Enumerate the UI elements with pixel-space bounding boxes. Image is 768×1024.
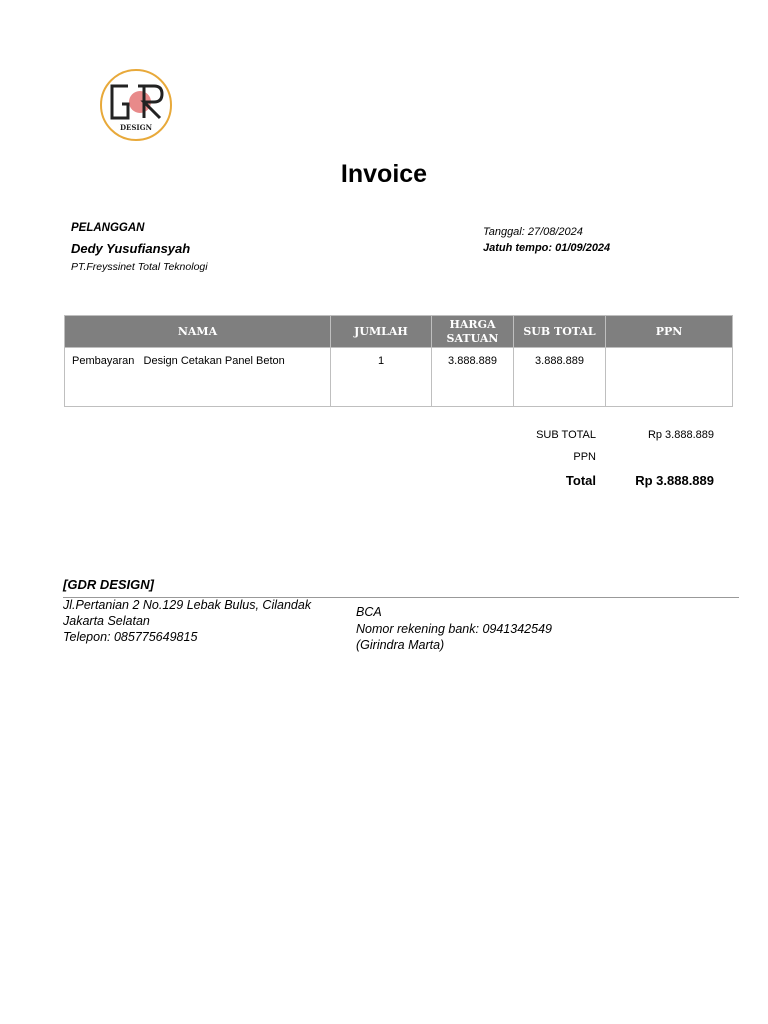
subtotal-value: Rp 3.888.889 xyxy=(647,429,714,441)
footer-company: [GDR DESIGN] xyxy=(63,577,154,592)
bank-holder: (Girindra Marta) xyxy=(356,638,445,652)
page-title: Invoice xyxy=(340,160,428,188)
bank-account: Nomor rekening bank: 0941342549 xyxy=(356,622,552,636)
ppn-label: PPN xyxy=(573,451,596,463)
items-table xyxy=(64,315,733,407)
total-value: Rp 3.888.889 xyxy=(635,473,714,488)
logo-icon xyxy=(98,68,174,142)
footer-address-line2: Jakarta Selatan xyxy=(63,614,150,628)
header-ppn: PPN xyxy=(606,316,733,348)
cell-jumlah: 1 xyxy=(331,348,432,407)
total-label: Total xyxy=(565,473,596,488)
footer-address-line1: Jl.Pertanian 2 No.129 Lebak Bulus, Cilandak xyxy=(63,598,312,612)
cell-nama: Pembayaran Design Cetakan Panel Beton xyxy=(65,348,331,407)
table-row xyxy=(65,348,733,407)
cell-ppn xyxy=(606,348,733,407)
subtotal-label: SUB TOTAL xyxy=(536,429,596,441)
cell-subtotal: 3.888.889 xyxy=(514,348,606,407)
footer-phone: Telepon: 085775649815 xyxy=(63,630,198,644)
bank-name: BCA xyxy=(356,605,382,619)
company-logo xyxy=(98,68,174,142)
due-date: Jatuh tempo: 01/09/2024 xyxy=(483,242,611,254)
invoice-date: Tanggal: 27/08/2024 xyxy=(483,226,583,238)
cell-harga: 3.888.889 xyxy=(432,348,514,407)
customer-label: PELANGGAN xyxy=(71,222,145,234)
header-nama: NAMA xyxy=(65,316,331,348)
header-harga-satuan: HARGA SATUAN xyxy=(432,316,514,348)
customer-name: Dedy Yusufiansyah xyxy=(71,241,191,256)
header-sub-total: SUB TOTAL xyxy=(514,316,606,348)
header-jumlah: JUMLAH xyxy=(331,316,432,348)
customer-company: PT.Freyssinet Total Teknologi xyxy=(71,261,208,273)
logo-caption: DESIGN xyxy=(119,123,153,132)
table-header-row xyxy=(65,316,733,348)
